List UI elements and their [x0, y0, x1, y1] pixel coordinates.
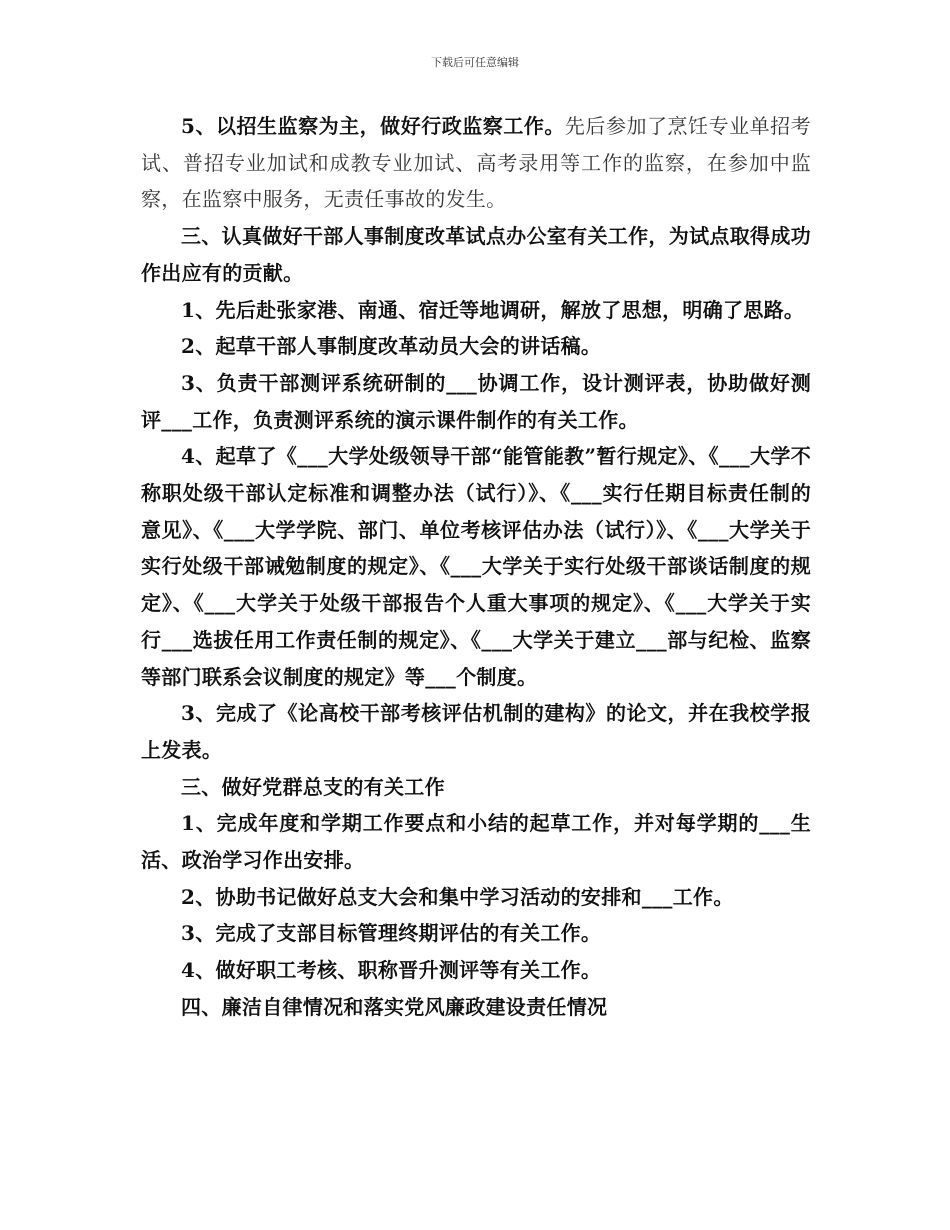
page-header: 下载后可任意编辑	[431, 56, 519, 69]
paragraph-4: 2、起草干部人事制度改革动员大会的讲话稿。	[181, 334, 602, 359]
paragraph-6: 4、起草了《___大学处级领导干部“能管能教”暂行规定》、《___大学不称职处级干部认定标准和调整办法（试行）》、《___实行任期目标责任制的意见》、《___大学学院、部门、单位考核评估办法（试行）》、《___大学关于实行处级干部诫勉制度的规定》、《___大学关于实行处级干部谈话制度的规定》、《___大学关于处级干部报告个人重大事项的规定》、《___大学关于实行___选拔任用工作责任制的规定》、《___大学关于建立___部与纪检、监察等部门联系会议制度的规定》等___个制度。	[141, 444, 811, 689]
paragraph-1-text: 先后参加了烹饪专业单招考试、普招专业加试和成教专业加试、高考录用等工作的监察，在参加中监察，在监察中服务，无责任事故的发生。	[141, 114, 811, 212]
document-body	[141, 108, 811, 1026]
paragraph-3: 1、先后赴张家港、南通、宿迁等地调研，解放了思想，明确了思路。	[181, 297, 805, 322]
paragraph-9: 1、完成年度和学期工作要点和小结的起草工作，并对每学期的___生活、政治学习作出安排。	[141, 811, 811, 873]
paragraph-2: 三、认真做好干部人事制度改革试点办公室有关工作，为试点取得成功作出应有的贡献。	[141, 224, 811, 285]
paragraph-12: 4、做好职工考核、职称晋升测评等有关工作。	[181, 958, 602, 983]
paragraph-7: 3、完成了《论高校干部考核评估机制的建构》的论文，并在我校学报上发表。	[141, 701, 811, 762]
paragraph-11: 3、完成了支部目标管理终期评估的有关工作。	[181, 921, 602, 946]
paragraph-10: 2、协助书记做好总支大会和集中学习活动的安排和___工作。	[181, 884, 734, 909]
paragraph-1	[141, 108, 811, 218]
paragraph-13: 四、廉洁自律情况和落实党风廉政建设责任情况	[181, 994, 608, 1019]
paragraph-8: 三、做好党群总支的有关工作	[181, 774, 445, 799]
paragraph-1-lead: 5、以招生监察为主，做好行政监察工作。	[181, 114, 565, 138]
paragraph-5: 3、负责干部测评系统研制的___协调工作，设计测评表，协助做好测评___工作，负责测评系统的演示课件制作的有关工作。	[141, 370, 811, 432]
